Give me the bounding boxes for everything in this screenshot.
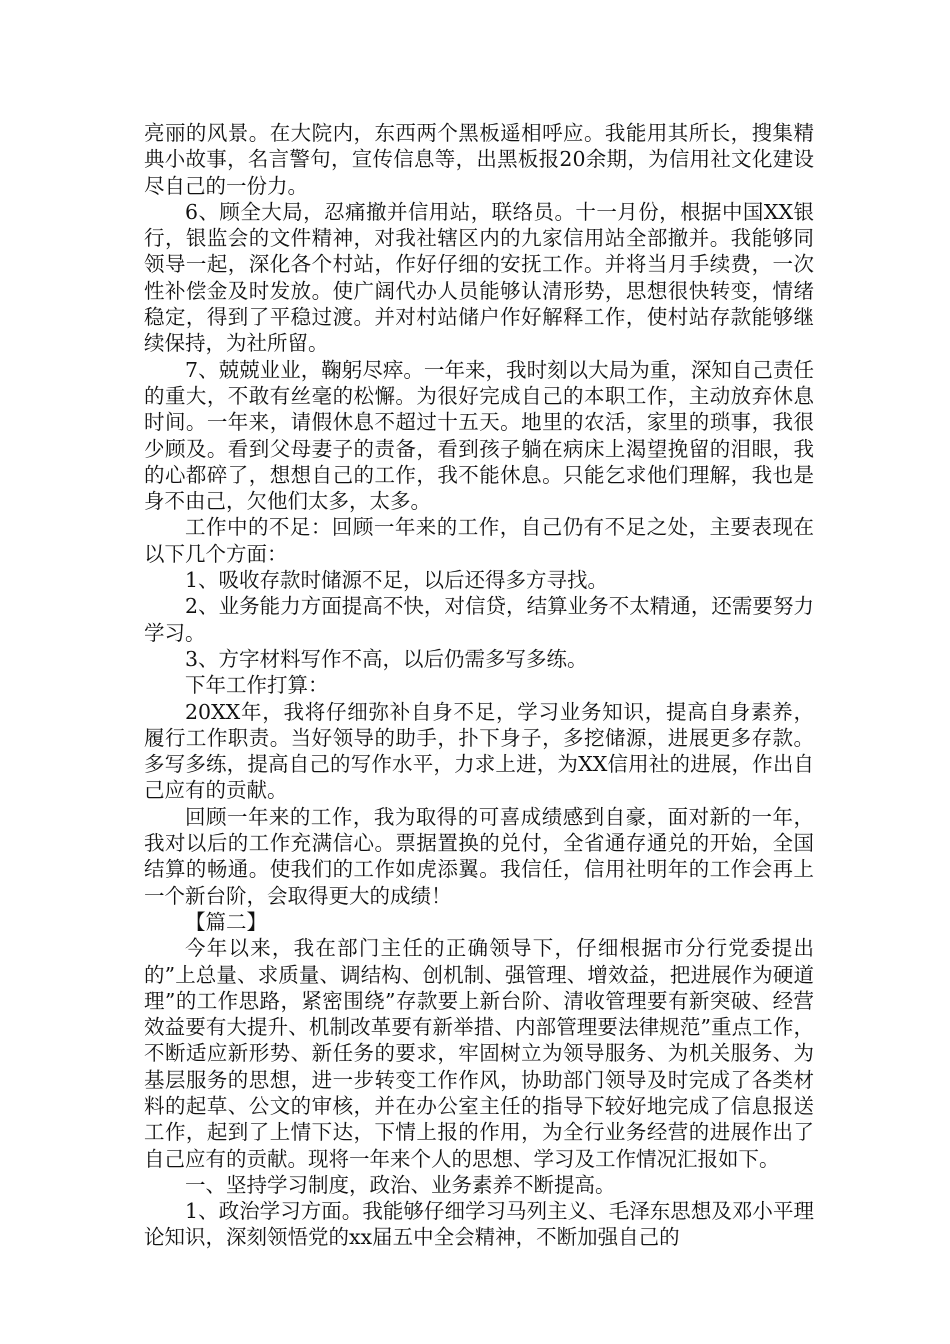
paragraph-continuation: 亮丽的风景。在大院内，东西两个黑板遥相呼应。我能用其所长，搜集精典小故事，名言警句，宣传信息等，出黑板报20余期，为信用社文化建设尽自己的一份力。 xyxy=(144,121,814,198)
section-heading-2: 【篇二】 xyxy=(185,909,267,934)
paragraph-heading-1: 一、坚持学习制度，政治、业务素养不断提高。 xyxy=(185,1172,616,1197)
paragraph-item-7: 7、兢兢业业，鞠躬尽瘁。一年来，我时刻以大局为重，深知自己责任的重大，不敢有丝毫的松懈。为很好完成自己的本职工作，主动放弃休息时间。一年来，请假休息不超过十五天。地里的农活，家里的琐事，我很少顾及。看到父母妻子的责备，看到孩子躺在病床上渴望挽留的泪眼，我的心都碎了，想想自己的工作，我不能休息。只能乞求他们理解，我也是身不由己，欠他们太多，太多。 xyxy=(144,357,814,514)
paragraph-intro-2: 今年以来，我在部门主任的正确领导下，仔细根据市分行党委提出的”上总量、求质量、调结构、创机制、强管理、增效益，把进展作为硬道理”的工作思路，紧密围绕”存款要上新台阶、清收管理要有新突破、经营效益要有大提升、机制改革要有新举措、内部管理要法律规范”重点工作，不断适应新形势、新任务的要求，牢固树立为领导服务、为机关服务、为基层服务的思想，进一步转变工作作风，协助部门领导及时完成了各类材料的起草、公文的审核，并在办公室主任的指导下较好地完成了信息报送工作，起到了上情下达，下情上报的作用，为全行业务经营的进展作出了自己应有的贡献。现将一年来个人的思想、学习及工作情况汇报如下。 xyxy=(144,936,814,1171)
paragraph-plan-heading: 下年工作打算： xyxy=(185,673,329,698)
paragraph-review: 回顾一年来的工作，我为取得的可喜成绩感到自豪，面对新的一年，我对以后的工作充满信心。票据置换的兑付，全省通存通兑的开始，全国结算的畅通。使我们的工作如虎添翼。我信任，信用社明年的工作会再上一个新台阶，会取得更大的成绩！ xyxy=(144,804,814,908)
paragraph-shortcomings: 工作中的不足：回顾一年来的工作，自己仍有不足之处，主要表现在以下几个方面： xyxy=(144,515,814,566)
paragraph-item-6: 6、顾全大局，忍痛撤并信用站，联络员。十一月份，根据中国XX银行，银监会的文件精神，对我社辖区内的九家信用站全部撤并。我能够同领导一起，深化各个村站，作好仔细的安抚工作。并将当月手续费，一次性补偿金及时发放。使广阔代办人员能够认清形势，思想很快转变，情绪稳定，得到了平稳过渡。并对村站储户作好解释工作，使村站存款能够继续保持，为社所留。 xyxy=(144,199,814,356)
paragraph-shortcoming-1: 1、吸收存款时储源不足，以后还得多方寻找。 xyxy=(185,568,609,593)
paragraph-shortcoming-2: 2、业务能力方面提高不快，对信贷，结算业务不太精通，还需要努力学习。 xyxy=(144,594,814,645)
paragraph-study-1: 1、政治学习方面。我能够仔细学习马列主义、毛泽东思想及邓小平理论知识，深刻领悟党的xx届五中全会精神，不断加强自己的 xyxy=(144,1199,814,1250)
paragraph-plan: 20XX年，我将仔细弥补自身不足，学习业务知识，提高自身素养，履行工作职责。当好领导的助手，扑下身子，多挖储源，进展更多存款。多写多练，提高自己的写作水平，力求上进，为XX信用社的进展，作出自己应有的贡献。 xyxy=(144,699,814,803)
paragraph-shortcoming-3: 3、方字材料写作不高，以后仍需多写多练。 xyxy=(185,646,588,671)
document-page xyxy=(144,120,814,1251)
